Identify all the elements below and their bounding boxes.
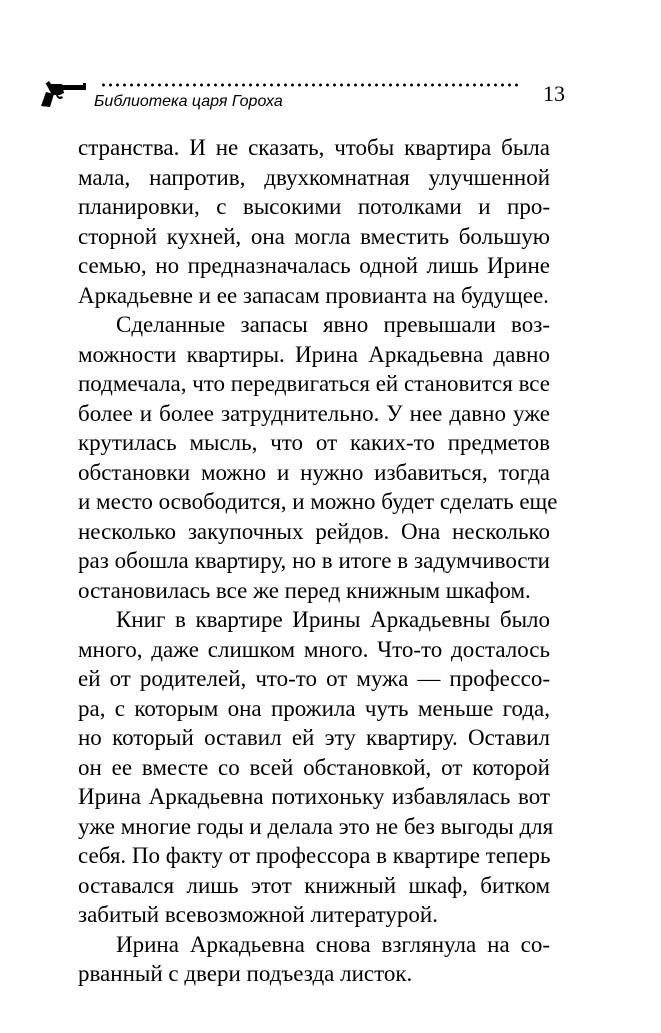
paragraph	[78, 605, 554, 930]
text-line: несколько закупочных рейдов. Она несколько	[78, 518, 550, 544]
text-line: крутилась мысль, что от каких-то предметов	[78, 430, 550, 455]
text-line: забитый всевозможной литературой.	[78, 902, 438, 927]
text-line: себя. По факту от профессора в квартире теперь	[78, 843, 551, 868]
text-line: много, даже слишком много. Что-то досталось	[78, 636, 550, 662]
paragraph	[78, 310, 558, 605]
text-line: Книг в квартире Ирины Аркадьевны было	[116, 607, 550, 632]
text-line: рванный с двери подъезда листок.	[78, 961, 413, 986]
text-line: более и более затруднительно. У нее давно уже	[78, 400, 550, 426]
paragraph	[78, 930, 550, 989]
text-line: мала, напротив, двухкомнатная улучшенной	[78, 164, 550, 190]
text-line: оставался лишь этот книжный шкаф, битком	[78, 872, 550, 898]
text-line: но который оставил ей эту квартиру. Оставил	[78, 725, 550, 750]
text-line: планировки, с высокими потолками и про-	[78, 194, 550, 219]
text-line: можности квартиры. Ирина Аркадьевна давно	[78, 341, 550, 367]
running-title: Библиотека царя Гороха	[94, 93, 283, 110]
dotted-rule	[100, 82, 520, 88]
text-line: подмечала, что передвигаться ей становится все	[78, 371, 550, 396]
text-line: раз обошла квартиру, но в итоге в задумчивости	[78, 548, 550, 573]
text-line: странства. И не сказать, чтобы квартира была	[78, 135, 550, 160]
body-text	[78, 133, 558, 989]
text-line: он ее вместе со всей обстановкой, от которой	[78, 754, 550, 780]
text-line: Ирина Аркадьевна снова взглянула на со-	[116, 931, 550, 957]
text-line: уже многие годы и делала это не без выгоды для	[78, 813, 554, 839]
text-line: и место освободится, и можно будет сделать еще	[78, 489, 558, 514]
text-line: Сделанные запасы явно превышали воз-	[116, 312, 550, 337]
paragraph	[78, 133, 550, 310]
text-line: ей от родителей, что-то от мужа — профессо-	[78, 666, 550, 691]
revolver-icon	[40, 80, 88, 108]
text-line: ра, с которым она прожила чуть меньше года,	[78, 695, 550, 721]
text-line: Ирина Аркадьевна потихоньку избавлялась вот	[78, 784, 550, 809]
page-number: 13	[543, 81, 565, 106]
text-line: обстановки можно и нужно избавиться, тогда	[78, 459, 550, 485]
text-line: семью, но предназначалась одной лишь Ирине	[78, 253, 550, 278]
text-line: остановилась все же перед книжным шкафом.	[78, 577, 531, 603]
text-line: Аркадьевне и ее запасам провианта на будущее.	[78, 282, 549, 308]
text-line: сторной кухней, она могла вместить большую	[78, 223, 550, 249]
running-header	[40, 78, 565, 118]
